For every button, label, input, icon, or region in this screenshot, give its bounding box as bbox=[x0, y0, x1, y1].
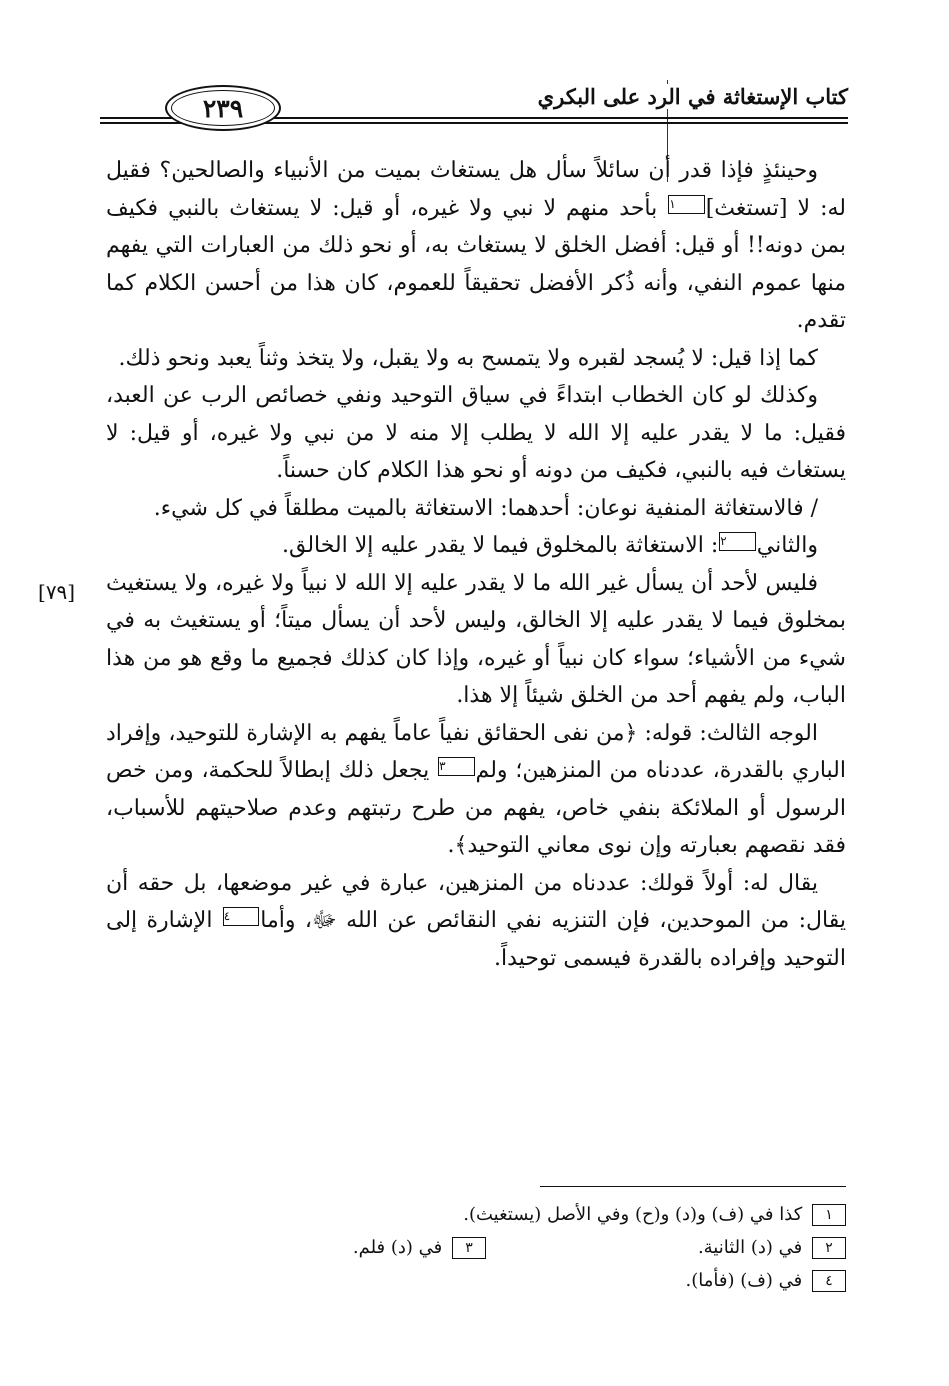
paragraph bbox=[106, 865, 846, 978]
paragraph-text: الوجه الثالث: قوله: ﴿من نفى الحقائق نفياً عاماً يفهم به الإشارة للتوحيد، وإفراد الباري بالقدرة، عددناه من المنزهين؛ ولم bbox=[106, 720, 846, 783]
footnote-1 bbox=[463, 1198, 846, 1231]
paragraph-text: وكذلك لو كان الخطاب ابتداءً في سياق التوحيد ونفي خصائص الرب عن العبد، فقيل: ما لا يقدر عليه إلا الله لا يطلب إلا منه لا من نبي ولا غيره، أو قيل: لا يستغاث فيه بالنبي، فكيف من دونه أو نحو هذا الكلام كان حسناً. bbox=[106, 383, 846, 483]
footnote-marker: ٤ bbox=[223, 907, 259, 926]
margin-page-reference: [٧٩] bbox=[38, 580, 76, 604]
footnote-number-box: ١ bbox=[812, 1204, 846, 1226]
paragraph-text: بأحد منهم لا نبي ولا غيره، أو قيل: لا يستغاث بالنبي فكيف بمن دونه!! أو قيل: أفضل الخلق لا يستغاث به، أو نحو ذلك من العبارات التي يفهم منها عموم النفي، وأنه ذُكر الأفضل تحقيقاً للعموم، كان هذا من أحسن الكلام كما تقدم. bbox=[106, 195, 846, 333]
footnote-4 bbox=[686, 1264, 846, 1297]
paragraph bbox=[106, 377, 846, 490]
footnote-text: في (د) الثانية. bbox=[697, 1237, 803, 1258]
paragraph bbox=[106, 152, 846, 340]
paragraph bbox=[106, 340, 846, 378]
body-text bbox=[106, 152, 846, 977]
page-number: ٢٣٩ bbox=[165, 85, 281, 131]
footnote-separator bbox=[540, 1186, 846, 1187]
footnote-row bbox=[180, 1264, 846, 1297]
paragraph-text: : الاستغاثة بالمخلوق فيما لا يقدر عليه إلا الخالق. bbox=[281, 533, 719, 558]
footnote-number-box: ٣ bbox=[452, 1237, 486, 1259]
footnotes bbox=[180, 1198, 846, 1297]
page-header bbox=[100, 80, 848, 130]
paragraph-text: يجعل ذلك إبطالاً للحكمة، ومن خص الرسول أو الملائكة بنفي خاص، يفهم من طرح رتبتهم وعدم صلاحيتهم للأسباب، فقد نقصهم بعبارته وإن نوى معاني التوحيد﴾. bbox=[106, 758, 846, 858]
footnote-text: كذا في (ف) و(د) و(ح) وفي الأصل (يستغيث). bbox=[463, 1204, 803, 1225]
footnote-number-box: ٤ bbox=[812, 1270, 846, 1292]
paragraph-text: وحينئذٍ فإذا قدر أن سائلاً سأل هل يستغاث بميت من الأنبياء والصالحين؟ فقيل له: لا [تستغث] bbox=[106, 158, 846, 221]
paragraph bbox=[106, 565, 846, 715]
footnote-number-box: ٢ bbox=[812, 1237, 846, 1259]
footnote-marker: ١ bbox=[668, 195, 704, 214]
footnote-text: في (د) فلم. bbox=[352, 1237, 443, 1258]
paragraph-text: والثاني bbox=[756, 533, 818, 558]
paragraph-text: يقال له: أولاً قولك: عددناه من المنزهين، عبارة في غير موضعها، بل حقه أن يقال: من الموحدين، فإن التنزيه نفي النقائص عن الله ﷻ، وأما bbox=[106, 870, 846, 933]
paragraph-text: الإشارة إلى التوحيد وإفراده بالقدرة فيسمى توحيداً. bbox=[106, 908, 846, 971]
footnote-row bbox=[180, 1231, 846, 1264]
footnote-3 bbox=[353, 1231, 486, 1264]
paragraph-text: فليس لأحد أن يسأل غير الله ما لا يقدر عليه إلا الله لا نبياً ولا غيره، ولا يستغيث بمخلوق فيما لا يقدر عليه إلا الخالق، وليس لأحد أن يسأل ميتاً؛ أو يستغيث به في شيء من الأشياء؛ سواء كان نبياً أو غيره، وإذا كان كذلك فجميع ما وقع هو من هذا الباب، ولم يفهم أحد من الخلق شيئاً إلا هذا. bbox=[106, 570, 846, 708]
footnote-row bbox=[180, 1198, 846, 1231]
book-title: كتاب الإستغاثة في الرد على البكري bbox=[530, 84, 848, 109]
paragraph bbox=[106, 715, 846, 865]
footnote-marker: ٢ bbox=[719, 532, 755, 551]
paragraph-text: كما إذا قيل: لا يُسجد لقبره ولا يتمسح به ولا يقبل، ولا يتخذ وثناً يعبد ونحو ذلك. bbox=[118, 345, 818, 371]
paragraph bbox=[106, 490, 846, 528]
paragraph-text: / فالاستغاثة المنفية نوعان: أحدهما: الاستغاثة بالميت مطلقاً في كل شيء. bbox=[153, 495, 818, 521]
paragraph bbox=[106, 527, 846, 565]
footnote-text: في (ف) (فأما). bbox=[685, 1270, 803, 1291]
footnote-2 bbox=[486, 1231, 846, 1264]
footnote-marker: ٣ bbox=[438, 757, 474, 776]
